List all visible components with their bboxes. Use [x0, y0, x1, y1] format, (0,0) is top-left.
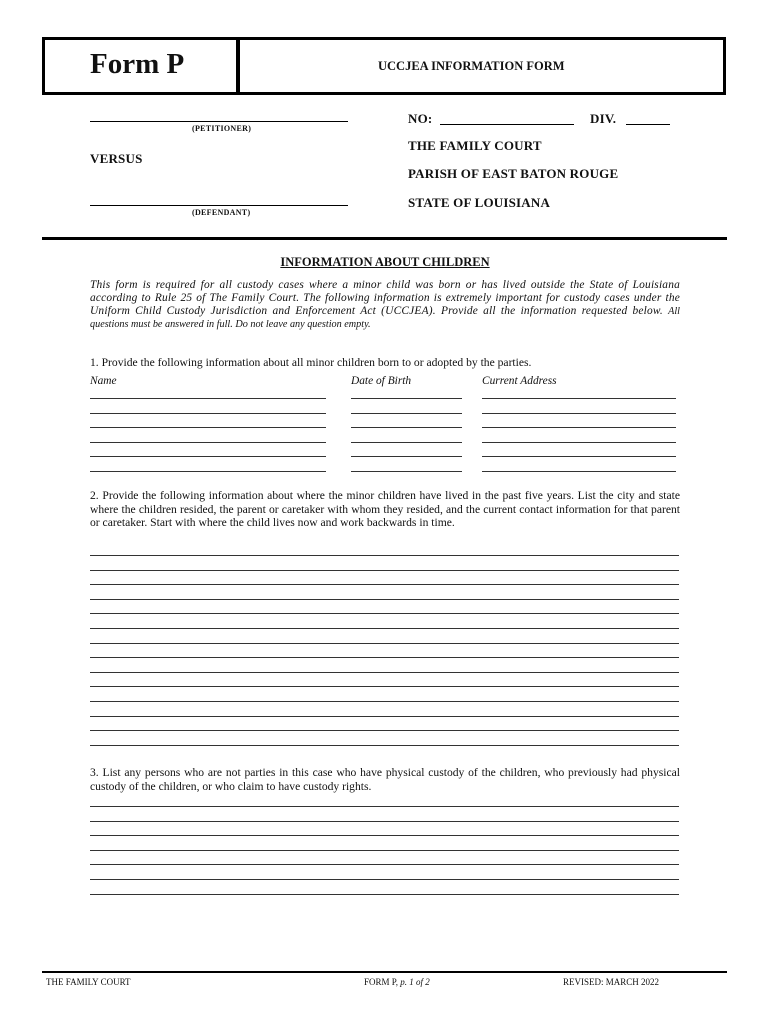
header-divider — [236, 37, 240, 95]
residence-history-line[interactable] — [90, 715, 679, 717]
column-address-header: Current Address — [482, 375, 557, 387]
child-dob-field[interactable] — [351, 397, 462, 399]
child-address-field[interactable] — [482, 470, 676, 472]
parish-name: PARISH OF EAST BATON ROUGE — [408, 166, 619, 181]
form-name: UCCJEA INFORMATION FORM — [378, 59, 565, 73]
residence-history-line[interactable] — [90, 598, 679, 600]
defendant-line[interactable] — [90, 205, 348, 206]
case-number-field[interactable] — [440, 124, 574, 125]
form-title: Form P — [90, 48, 185, 80]
custody-claimant-line[interactable] — [90, 834, 679, 836]
intro-text: This form is required for all custody cases where a minor child was born or has lived outside the State of Louisiana according to Rule 25 of The Family Court. The following information is extremely important for custody cases under the Uniform Child Custody Jurisdiction and Enforcement Act (UCCJEA). Provide all the information requested below. — [90, 279, 680, 317]
child-address-field[interactable] — [482, 412, 676, 414]
residence-history-line[interactable] — [90, 700, 679, 702]
residence-history-line[interactable] — [90, 671, 679, 673]
division-field[interactable] — [626, 124, 670, 125]
header-rule — [42, 237, 727, 240]
child-name-field[interactable] — [90, 412, 326, 414]
footer-form: FORM P, — [364, 977, 399, 987]
residence-history-line[interactable] — [90, 554, 679, 556]
question-2-text: 2. Provide the following information about where the minor children have lived in the past five years. List the city and state where the children resided, the parent or caretaker with whom they resided, and the current contact information for that parent or caretaker. Start with where the child lives now and work backwards in time. — [90, 489, 680, 530]
state-name: STATE OF LOUISIANA — [408, 195, 551, 210]
column-name-header: Name — [90, 375, 117, 387]
child-address-field[interactable] — [482, 397, 676, 399]
footer-page — [364, 977, 430, 987]
child-address-field[interactable] — [482, 441, 676, 443]
defendant-label: (DEFENDANT) — [192, 208, 251, 217]
division-label: DIV. — [590, 111, 617, 126]
custody-claimant-line[interactable] — [90, 805, 679, 807]
intro-paragraph — [90, 279, 680, 331]
question-3-text: 3. List any persons who are not parties in this case who have physical custody of the children, who previously had physical custody of the children, or who claim to have custody rights. — [90, 766, 680, 793]
child-name-field[interactable] — [90, 426, 326, 428]
versus-label: VERSUS — [90, 151, 143, 166]
footer-revised: REVISED: MARCH 2022 — [563, 977, 660, 987]
residence-history-line[interactable] — [90, 744, 679, 746]
child-dob-field[interactable] — [351, 470, 462, 472]
intro-note: All questions must be answered in full. Do not leave any question empty. — [90, 306, 680, 330]
petitioner-line[interactable] — [90, 121, 348, 122]
child-name-field[interactable] — [90, 397, 326, 399]
child-dob-field[interactable] — [351, 426, 462, 428]
child-dob-field[interactable] — [351, 441, 462, 443]
footer-rule — [42, 971, 727, 973]
residence-history-line[interactable] — [90, 642, 679, 644]
case-number-label: NO: — [408, 111, 433, 126]
residence-history-line[interactable] — [90, 612, 679, 614]
child-address-field[interactable] — [482, 426, 676, 428]
custody-claimant-line[interactable] — [90, 878, 679, 880]
custody-claimant-line[interactable] — [90, 849, 679, 851]
child-name-field[interactable] — [90, 470, 326, 472]
custody-claimant-line[interactable] — [90, 863, 679, 865]
footer-page-number: p. 1 of 2 — [400, 977, 430, 987]
residence-history-line[interactable] — [90, 569, 679, 571]
column-dob-header: Date of Birth — [351, 375, 412, 387]
footer-court: THE FAMILY COURT — [46, 977, 131, 987]
court-name: THE FAMILY COURT — [408, 138, 542, 153]
residence-history-line[interactable] — [90, 583, 679, 585]
child-dob-field[interactable] — [351, 455, 462, 457]
petitioner-label: (PETITIONER) — [192, 124, 252, 133]
residence-history-line[interactable] — [90, 656, 679, 658]
child-address-field[interactable] — [482, 455, 676, 457]
custody-claimant-line[interactable] — [90, 893, 679, 895]
child-name-field[interactable] — [90, 455, 326, 457]
residence-history-line[interactable] — [90, 729, 679, 731]
residence-history-line[interactable] — [90, 685, 679, 687]
section-title: INFORMATION ABOUT CHILDREN — [280, 255, 490, 269]
child-dob-field[interactable] — [351, 412, 462, 414]
child-name-field[interactable] — [90, 441, 326, 443]
custody-claimant-line[interactable] — [90, 820, 679, 822]
residence-history-line[interactable] — [90, 627, 679, 629]
question-1-text: 1. Provide the following information about all minor children born to or adopted by the parties. — [90, 356, 532, 369]
